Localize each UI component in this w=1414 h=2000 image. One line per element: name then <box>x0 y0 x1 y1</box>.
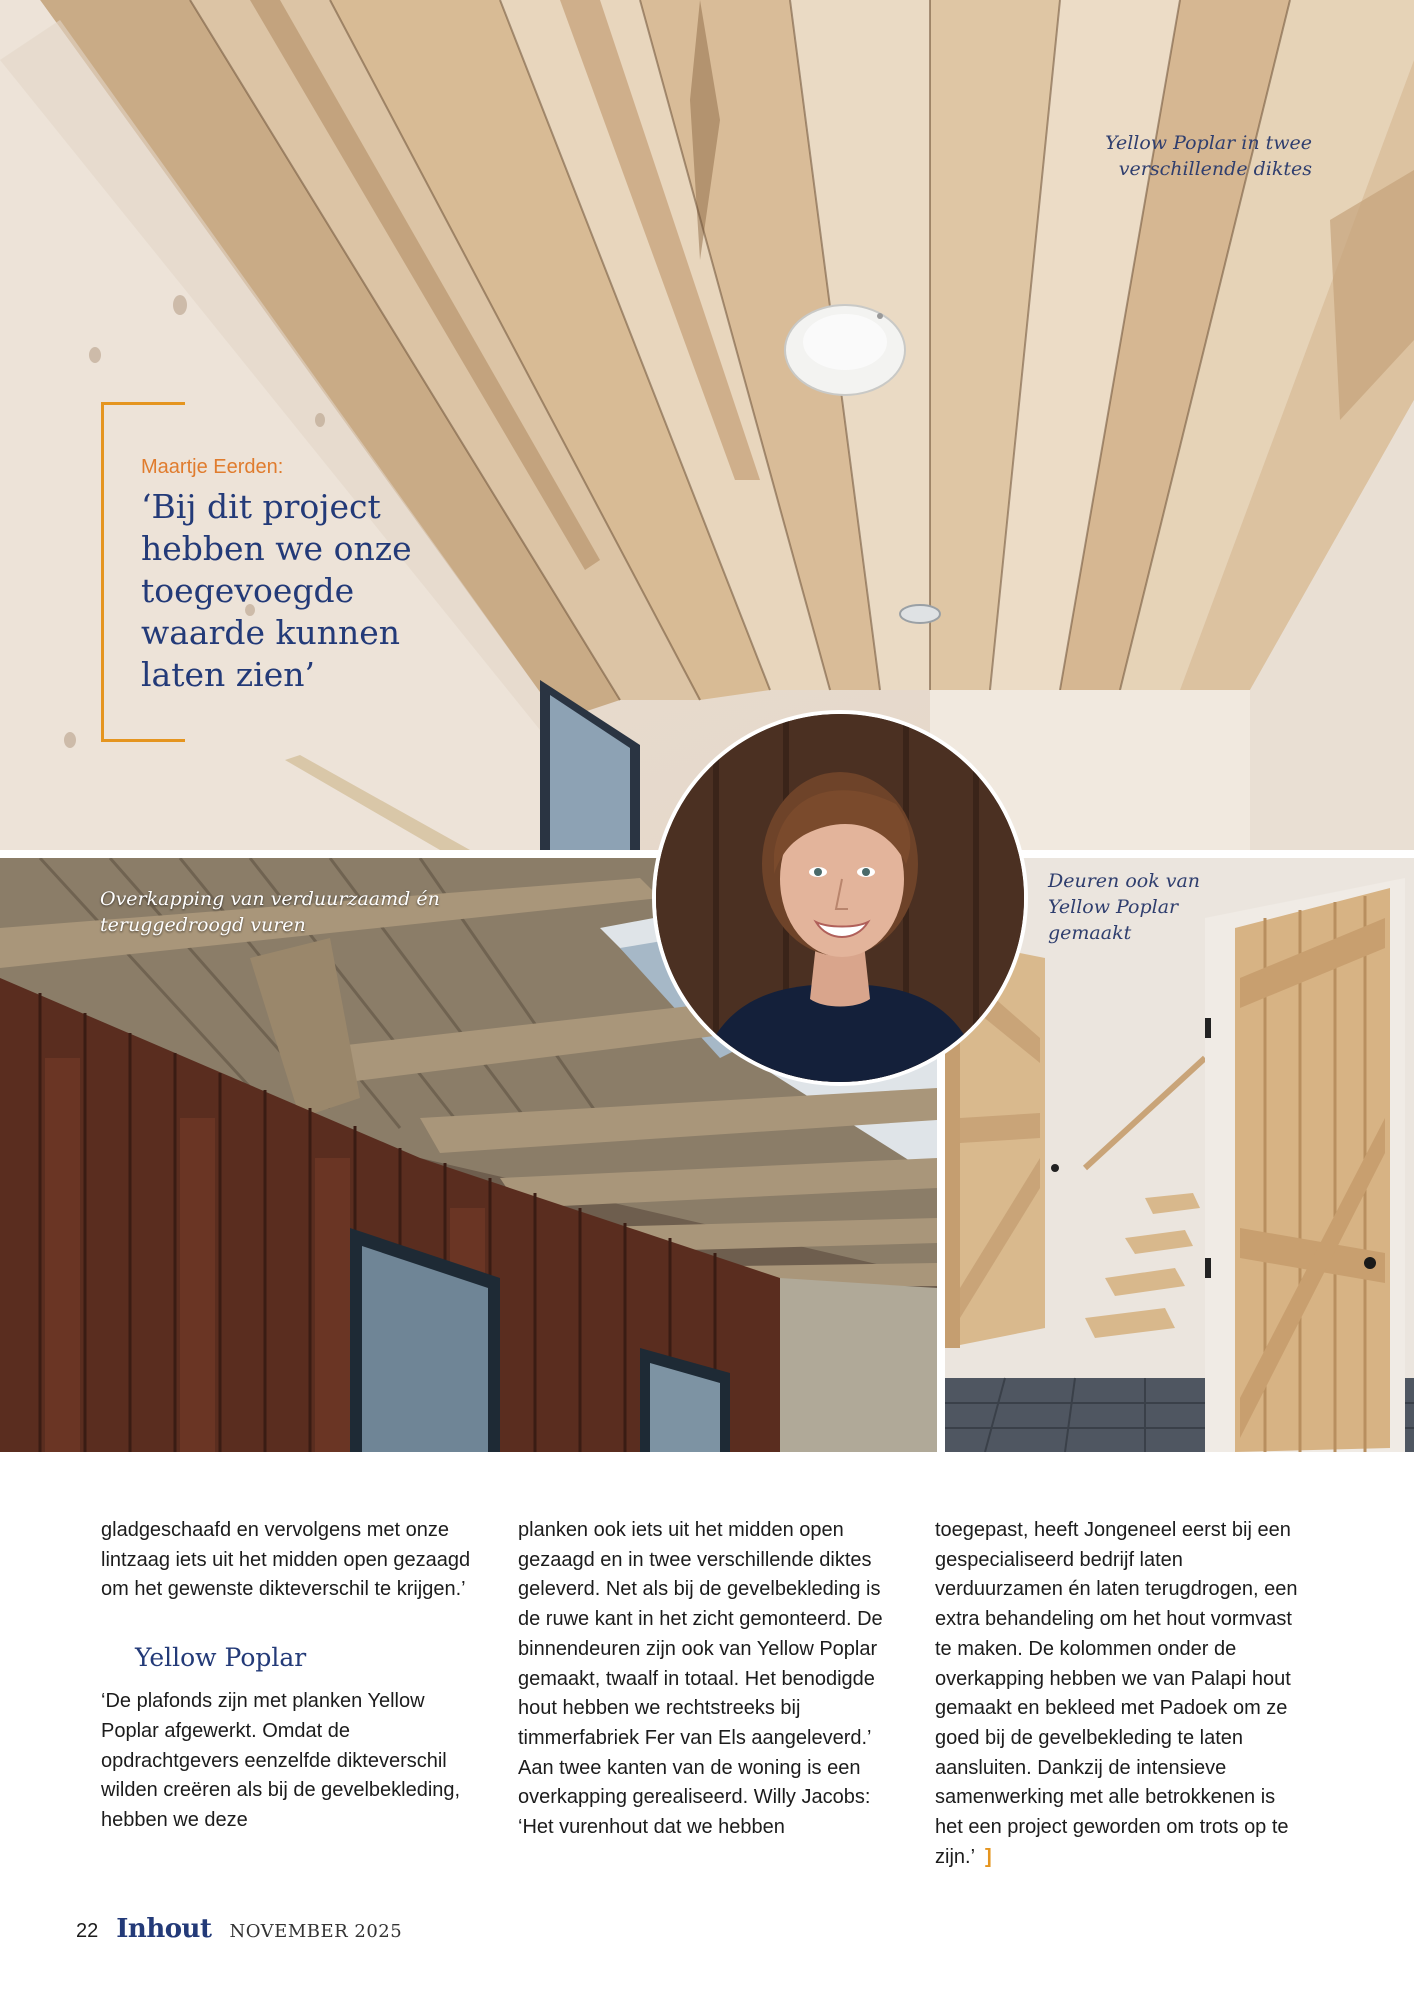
portrait-photo <box>652 710 1028 1086</box>
caption-doors: Deuren ook van Yellow Poplar gemaakt <box>1048 870 1201 944</box>
paragraph-text: toegepast, heeft Jongeneel eerst bij een gespecialiseerd bedrijf laten verduurzamen én laten terugdrogen, een extra behandeling om het hout vormvast te maken. De kolommen onder de overkapping hebben we van Palapi hout gemaakt en bekleed met Padoek om ze goed bij de gevelbekleding te laten aansluiten. Dankzij de intensieve samenwerking met alle betrokkenen is het een project geworden om trots op te zijn.’ <box>935 1519 1298 1868</box>
paragraph: ‘De plafonds zijn met planken Yellow Poplar afgewerkt. Omdat de opdrachtgevers eenzelfde dikteverschil wilden creëren als bij de gevelbekleding, hebben we deze <box>101 1690 461 1831</box>
issue-date: NOVEMBER 2025 <box>229 1921 403 1942</box>
page-number: 22 <box>76 1920 99 1942</box>
caption-canopy: Overkapping van verduurzaamd én teruggedroogd vuren <box>100 888 440 936</box>
paragraph: planken ook iets uit het midden open gezaagd en in twee verschillende diktes geleverd. Net als bij de gevelbekleding is de ruwe kant in het zicht gemonteerd. De binnendeuren zijn ook van Yellow Poplar gemaakt, twaalf in totaal. Het benodigde hout hebben we rechtstreeks bij timmerfabriek Fer van Els aangeleverd.’ Aan twee kanten van de woning is een overkapping gerealiseerd. Willy Jacobs: ‘Het vurenhout dat we hebben <box>518 1519 883 1839</box>
quote-author: Maartje Eerden: <box>141 456 284 478</box>
end-mark: ] <box>985 1845 992 1868</box>
article-column-3 <box>935 1516 1305 1872</box>
paragraph: gladgeschaafd en vervolgens met onze lintzaag iets uit het midden open gezaagd om het gewenste dikteverschil te krijgen.’ <box>101 1519 471 1601</box>
page-footer <box>76 1914 402 1948</box>
pull-quote: ‘Bij dit project hebben we onze toegevoegde waarde kunnen laten zien’ <box>141 487 412 694</box>
article-column-1 <box>101 1516 471 1836</box>
caption-ceiling: Yellow Poplar in twee verschillende diktes <box>1105 132 1312 180</box>
paragraph <box>935 1516 1305 1872</box>
section-heading: Yellow Poplar <box>135 1643 307 1673</box>
article-column-2 <box>518 1516 888 1843</box>
magazine-logo: Inhout <box>116 1914 212 1944</box>
